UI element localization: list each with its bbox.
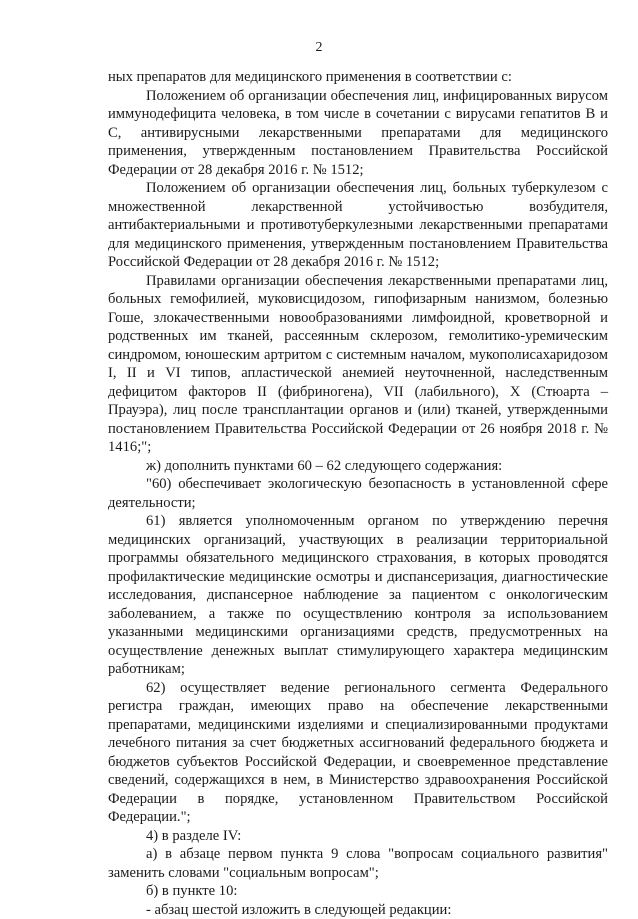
paragraph: 61) является уполномоченным органом по утверждению перечня медицинских организаций, участвующих в реализации территориальной программы обязательного медицинского страхования, в которых проводятся профилактические медицинские осмотры и диспансеризация, диагностические исследования, диспансерное наблюдение за пациентом с онкологическим заболеванием, а также по осуществлению контроля за использованием указанными медицинскими организациями средств, предусмотренных на осуществление денежных выплат стимулирующего характера медицинским работникам; bbox=[108, 512, 608, 679]
paragraph: Положением об организации обеспечения лиц, инфицированных вирусом иммунодефицита человека, в том числе в сочетании с вирусами гепатитов В и С, антивирусными лекарственными препаратами для медицинского применения, утвержденным постановлением Правительства Российской Федерации от 28 декабря 2016 г. № 1512; bbox=[108, 87, 608, 180]
paragraph: Правилами организации обеспечения лекарственными препаратами лиц, больных гемофилией, муковисцидозом, гипофизарным нанизмом, болезнью Гоше, злокачественными новообразованиями лимфоидной, кроветворной и родственных им тканей, рассеянным склерозом, гемолитико-уремическим синдромом, юношеским артритом с системным началом, мукополисахаридозом I, II и VI типов, апластической анемией неуточненной, наследственным дефицитом факторов II (фибриногена), VII (лабильного), X (Стюарта – Прауэра), лиц после трансплантации органов и (или) тканей, утвержденными постановлением Правительства Российской Федерации от 26 ноября 2018 г. № 1416;"; bbox=[108, 272, 608, 457]
paragraph: - абзац шестой изложить в следующей редакции: bbox=[108, 901, 608, 919]
paragraph: 4) в разделе IV: bbox=[108, 827, 608, 846]
paragraph: б) в пункте 10: bbox=[108, 882, 608, 901]
paragraph: "60) обеспечивает экологическую безопасность в установленной сфере деятельности; bbox=[108, 475, 608, 512]
paragraph: ж) дополнить пунктами 60 – 62 следующего содержания: bbox=[108, 457, 608, 476]
paragraph: 62) осуществляет ведение регионального сегмента Федерального регистра граждан, имеющих право на обеспечение лекарственными препаратами, медицинскими изделиями и специализированными продуктами лечебного питания за счет бюджетных ассигнований федерального бюджета и бюджетов субъектов Российской Федерации, и своевременное представление сведений, содержащихся в нем, в Министерство здравоохранения Российской Федерации в порядке, установленном Правительством Российской Федерации."; bbox=[108, 679, 608, 827]
paragraph: а) в абзаце первом пункта 9 слова "вопросам социального развития" заменить словами "социальным вопросам"; bbox=[108, 845, 608, 882]
document-body bbox=[108, 68, 608, 919]
paragraph: ных препаратов для медицинского применения в соответствии с: bbox=[108, 68, 608, 87]
paragraph: Положением об организации обеспечения лиц, больных туберкулезом с множественной лекарственной устойчивостью возбудителя, антибактериальными и противотуберкулезными лекарственными препаратами для медицинского применения, утвержденным постановлением Правительства Российской Федерации от 28 декабря 2016 г. № 1512; bbox=[108, 179, 608, 272]
page-number: 2 bbox=[0, 40, 638, 56]
